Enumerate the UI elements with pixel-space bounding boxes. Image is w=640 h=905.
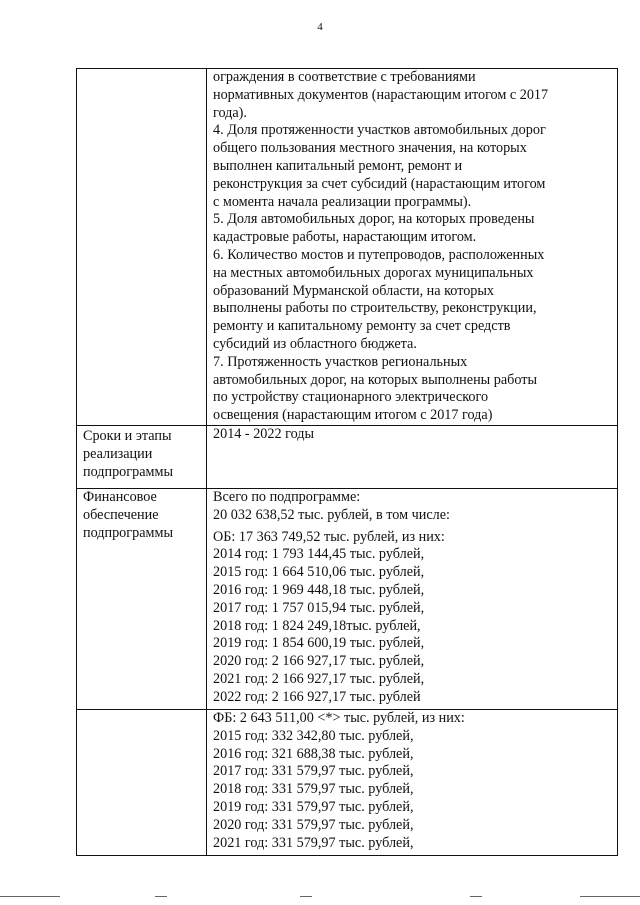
federal-budget-label-cell [77,709,207,855]
financing-label-line: обеспечение [83,506,159,523]
terms-label-line: подпрограммы [83,463,173,480]
terms-label-line: Сроки и этапы [83,427,172,444]
regional-budget-line: 2017 год: 1 757 015,94 тыс. рублей, [213,599,425,616]
regional-budget-line: 2018 год: 1 824 249,18тыс. рублей, [213,617,421,634]
terms-value-cell [207,425,618,488]
federal-budget-line: 2015 год: 332 342,80 тыс. рублей, [213,727,414,744]
federal-budget-line: 2016 год: 321 688,38 тыс. рублей, [213,745,414,762]
indicator-line: выполнен капитальный ремонт, ремонт и [213,157,463,174]
indicators-row [77,69,618,426]
indicator-line: субсидий из областного бюджета. [213,335,417,352]
indicator-line: 5. Доля автомобильных дорог, на которых проведены [213,211,535,228]
regional-budget-line: 2020 год: 2 166 927,17 тыс. рублей, [213,653,425,670]
financing-value-cell [207,488,618,709]
terms-row [77,425,618,488]
indicator-line: 4. Доля протяженности участков автомобильных дорог [213,122,546,139]
regional-budget-line: 2021 год: 2 166 927,17 тыс. рублей, [213,670,425,687]
federal-budget-row [77,709,618,855]
financing-label-cell [77,488,207,709]
indicator-line: реконструкция за счет субсидий (нарастающим итогом [213,175,546,192]
indicator-line: выполнены работы по строительству, реконструкции, [213,300,537,317]
indicator-line: с момента начала реализации программы). [213,193,472,210]
indicator-line: ремонту и капитальному ремонту за счет средств [213,318,511,335]
regional-budget-line: 2015 год: 1 664 510,06 тыс. рублей, [213,564,425,581]
financing-label-line: подпрограммы [83,524,173,541]
indicator-line: 7. Протяженность участков региональных [213,353,468,370]
indicator-line: кадастровые работы, нарастающим итогом. [213,229,477,246]
terms-label-line: реализации [83,445,153,462]
regional-budget-line: 2022 год: 2 166 927,17 тыс. рублей [213,688,421,705]
scan-edge-marks [0,896,640,900]
terms-value: 2014 - 2022 годы [213,425,315,442]
indicator-line: по устройству стационарного электрического [213,389,489,406]
financing-total-line: Всего по подпрограмме: [213,488,361,505]
financing-total-line: 20 032 638,52 тыс. рублей, в том числе: [213,506,450,523]
federal-budget-line: 2020 год: 331 579,97 тыс. рублей, [213,816,414,833]
indicator-line: года). [213,104,247,121]
indicator-line: освещения (нарастающим итогом с 2017 года) [213,407,493,424]
federal-budget-line: ФБ: 2 643 511,00 <*> тыс. рублей, из них: [213,709,465,726]
regional-budget-line: ОБ: 17 363 749,52 тыс. рублей, из них: [213,528,445,545]
indicator-line: ограждения в соответствие с требованиями [213,69,476,85]
regional-budget-line: 2016 год: 1 969 448,18 тыс. рублей, [213,581,425,598]
indicator-line: общего пользования местного значения, на которых [213,140,527,157]
indicator-line: образований Мурманской области, на которых [213,282,495,299]
financing-row [77,488,618,709]
page-number: 4 [317,21,323,33]
regional-budget-line: 2019 год: 1 854 600,19 тыс. рублей, [213,635,425,652]
federal-budget-value-cell [207,709,618,855]
federal-budget-line: 2021 год: 331 579,97 тыс. рублей, [213,834,414,851]
indicator-line: 6. Количество мостов и путепроводов, расположенных [213,246,545,263]
federal-budget-line: 2018 год: 331 579,97 тыс. рублей, [213,781,414,798]
terms-label-cell [77,425,207,488]
indicator-line: на местных автомобильных дорогах муниципальных [213,264,534,281]
indicator-line: автомобильных дорог, на которых выполнены работы [213,371,537,388]
indicators-value-cell [207,69,618,426]
regional-budget-line: 2014 год: 1 793 144,45 тыс. рублей, [213,546,425,563]
indicators-label-cell [77,69,207,426]
indicator-line: нормативных документов (нарастающим итогом с 2017 [213,86,549,103]
financing-label-line: Финансовое [83,488,157,505]
federal-budget-line: 2017 год: 331 579,97 тыс. рублей, [213,763,414,780]
federal-budget-line: 2019 год: 331 579,97 тыс. рублей, [213,798,414,815]
subprogram-passport-table [76,68,618,856]
